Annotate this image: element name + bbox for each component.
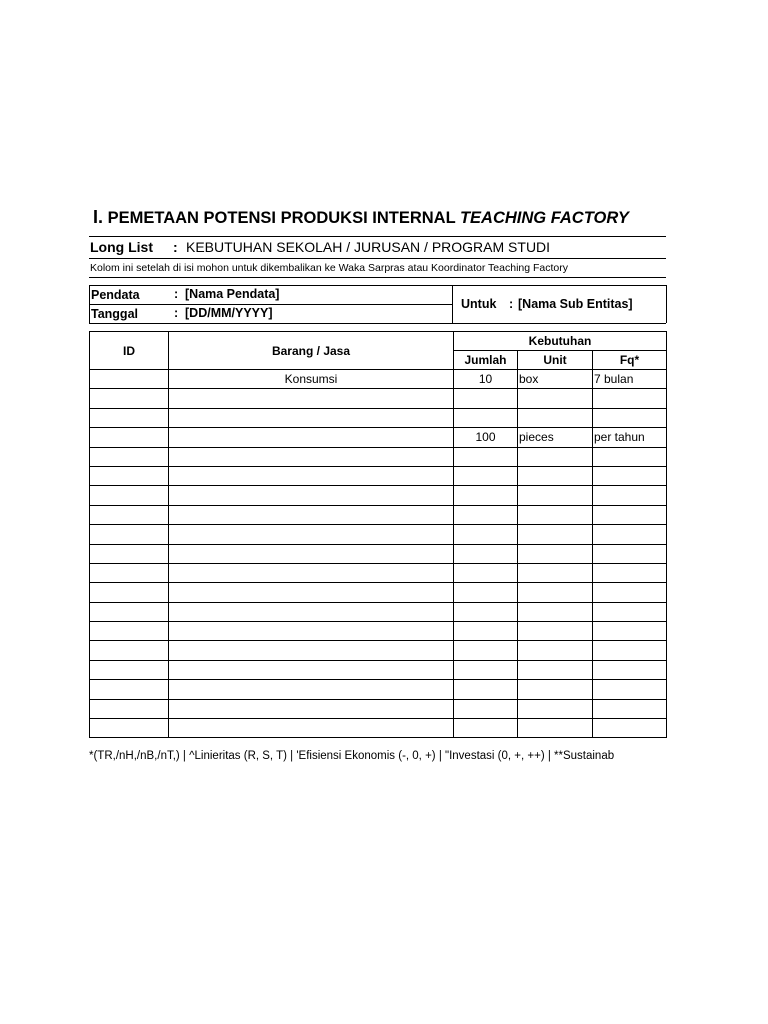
untuk-colon: : xyxy=(509,297,514,311)
cell-id[interactable] xyxy=(90,583,169,602)
title-main: PEMETAAN POTENSI PRODUKSI INTERNAL xyxy=(107,209,456,227)
table-body xyxy=(90,370,667,738)
cell-jumlah[interactable] xyxy=(454,408,518,427)
cell-unit[interactable] xyxy=(518,408,593,427)
cell-barang[interactable] xyxy=(169,544,454,563)
header-kebutuhan: Kebutuhan xyxy=(454,332,667,351)
cell-id[interactable] xyxy=(90,622,169,641)
cell-id[interactable] xyxy=(90,699,169,718)
cell-fq[interactable] xyxy=(593,544,667,563)
cell-jumlah[interactable] xyxy=(454,466,518,485)
instruction-text: Kolom ini setelah di isi mohon untuk dikembalikan ke Waka Sarpras atau Koordinator Teaching Factory xyxy=(90,262,569,274)
cell-unit[interactable] xyxy=(518,486,593,505)
cell-jumlah[interactable] xyxy=(454,563,518,582)
cell-id[interactable] xyxy=(90,544,169,563)
cell-barang[interactable] xyxy=(169,525,454,544)
cell-barang[interactable] xyxy=(169,680,454,699)
cell-id[interactable] xyxy=(90,641,169,660)
cell-id[interactable] xyxy=(90,563,169,582)
cell-jumlah[interactable] xyxy=(454,525,518,544)
table-row xyxy=(90,602,667,621)
cell-jumlah[interactable] xyxy=(454,699,518,718)
cell-id[interactable] xyxy=(90,389,169,408)
cell-jumlah[interactable] xyxy=(454,680,518,699)
title-number: I. xyxy=(93,207,104,227)
table-row xyxy=(90,389,667,408)
cell-unit[interactable] xyxy=(518,466,593,485)
cell-fq[interactable] xyxy=(593,466,667,485)
table-row xyxy=(90,660,667,679)
cell-unit[interactable]: box xyxy=(518,370,593,389)
cell-unit[interactable] xyxy=(518,583,593,602)
cell-barang[interactable] xyxy=(169,466,454,485)
cell-id[interactable] xyxy=(90,408,169,427)
table-row xyxy=(90,408,667,427)
cell-id[interactable] xyxy=(90,719,169,738)
cell-barang[interactable]: Konsumsi xyxy=(169,370,454,389)
cell-jumlah[interactable] xyxy=(454,505,518,524)
cell-unit[interactable] xyxy=(518,660,593,679)
cell-jumlah[interactable] xyxy=(454,583,518,602)
table-row xyxy=(90,699,667,718)
cell-fq[interactable] xyxy=(593,641,667,660)
cell-unit[interactable] xyxy=(518,602,593,621)
tanggal-colon: : xyxy=(174,306,179,320)
form-right-border xyxy=(666,285,667,323)
table-row xyxy=(90,583,667,602)
cell-id[interactable] xyxy=(90,447,169,466)
untuk-label: Untuk xyxy=(461,297,497,311)
cell-id[interactable] xyxy=(90,486,169,505)
long-list-label: Long List xyxy=(90,239,153,255)
cell-unit[interactable] xyxy=(518,622,593,641)
cell-barang[interactable] xyxy=(169,389,454,408)
cell-unit[interactable]: pieces xyxy=(518,428,593,447)
instruction-rule xyxy=(89,277,666,278)
table-row xyxy=(90,370,667,389)
form-divider xyxy=(452,285,453,323)
cell-barang[interactable] xyxy=(169,641,454,660)
page-title xyxy=(93,207,629,228)
cell-fq[interactable] xyxy=(593,680,667,699)
long-list-colon: : xyxy=(173,239,178,255)
cell-id[interactable] xyxy=(90,505,169,524)
cell-jumlah[interactable] xyxy=(454,602,518,621)
cell-id[interactable] xyxy=(90,525,169,544)
cell-unit[interactable] xyxy=(518,699,593,718)
cell-jumlah[interactable] xyxy=(454,486,518,505)
cell-fq[interactable] xyxy=(593,602,667,621)
header-id: ID xyxy=(90,332,169,370)
cell-jumlah[interactable]: 100 xyxy=(454,428,518,447)
table-row xyxy=(90,622,667,641)
cell-unit[interactable] xyxy=(518,563,593,582)
table-row xyxy=(90,505,667,524)
form-bottom-border xyxy=(89,323,666,324)
table-row xyxy=(90,486,667,505)
cell-barang[interactable] xyxy=(169,408,454,427)
table-row xyxy=(90,641,667,660)
cell-barang[interactable] xyxy=(169,486,454,505)
cell-jumlah[interactable] xyxy=(454,447,518,466)
header-fq: Fq* xyxy=(593,351,667,370)
table-row xyxy=(90,428,667,447)
pendata-value[interactable]: [Nama Pendata] xyxy=(185,287,280,301)
cell-unit[interactable] xyxy=(518,447,593,466)
cell-barang[interactable] xyxy=(169,583,454,602)
cell-fq[interactable] xyxy=(593,583,667,602)
form-left-border xyxy=(89,285,90,323)
cell-unit[interactable] xyxy=(518,505,593,524)
table-row xyxy=(90,719,667,738)
cell-barang[interactable] xyxy=(169,447,454,466)
cell-barang[interactable] xyxy=(169,622,454,641)
cell-unit[interactable] xyxy=(518,389,593,408)
cell-id[interactable] xyxy=(90,680,169,699)
cell-barang[interactable] xyxy=(169,428,454,447)
table-row xyxy=(90,680,667,699)
pendata-colon: : xyxy=(174,287,179,301)
header-unit: Unit xyxy=(518,351,593,370)
cell-id[interactable] xyxy=(90,428,169,447)
pendata-label: Pendata xyxy=(91,288,140,302)
cell-fq[interactable] xyxy=(593,389,667,408)
cell-fq[interactable] xyxy=(593,719,667,738)
form-mid-border xyxy=(89,304,452,305)
cell-id[interactable] xyxy=(90,660,169,679)
cell-fq[interactable]: 7 bulan xyxy=(593,370,667,389)
cell-barang[interactable] xyxy=(169,699,454,718)
cell-unit[interactable] xyxy=(518,719,593,738)
top-rule xyxy=(89,236,666,237)
form-top-border xyxy=(89,285,666,286)
cell-fq[interactable] xyxy=(593,447,667,466)
table-row xyxy=(90,563,667,582)
cell-fq[interactable] xyxy=(593,408,667,427)
table-row xyxy=(90,466,667,485)
untuk-value[interactable]: [Nama Sub Entitas] xyxy=(518,297,633,311)
cell-jumlah[interactable] xyxy=(454,641,518,660)
cell-unit[interactable] xyxy=(518,544,593,563)
cell-barang[interactable] xyxy=(169,563,454,582)
cell-barang[interactable] xyxy=(169,505,454,524)
header-barang: Barang / Jasa xyxy=(169,332,454,370)
cell-fq[interactable]: per tahun xyxy=(593,428,667,447)
long-list-value: KEBUTUHAN SEKOLAH / JURUSAN / PROGRAM STUDI xyxy=(186,239,551,255)
title-italic: TEACHING FACTORY xyxy=(459,209,629,227)
cell-barang[interactable] xyxy=(169,660,454,679)
cell-id[interactable] xyxy=(90,466,169,485)
cell-unit[interactable] xyxy=(518,680,593,699)
kebutuhan-table xyxy=(89,331,667,738)
tanggal-label: Tanggal xyxy=(91,307,138,321)
cell-fq[interactable] xyxy=(593,505,667,524)
cell-fq[interactable] xyxy=(593,563,667,582)
cell-jumlah[interactable] xyxy=(454,660,518,679)
cell-fq[interactable] xyxy=(593,660,667,679)
table-row xyxy=(90,447,667,466)
cell-jumlah[interactable]: 10 xyxy=(454,370,518,389)
cell-jumlah[interactable] xyxy=(454,622,518,641)
table-row xyxy=(90,525,667,544)
table-row xyxy=(90,544,667,563)
cell-id[interactable] xyxy=(90,370,169,389)
footnote: *(TR,/nH,/nB,/nT,) | ^Linieritas (R, S, T) | 'Efisiensi Ekonomis (-, 0, +) | "Investasi (0, +, ++) | **Sustainab xyxy=(89,750,615,762)
cell-jumlah[interactable] xyxy=(454,719,518,738)
cell-jumlah[interactable] xyxy=(454,389,518,408)
cell-unit[interactable] xyxy=(518,641,593,660)
cell-fq[interactable] xyxy=(593,699,667,718)
tanggal-value[interactable]: [DD/MM/YYYY] xyxy=(185,306,273,320)
cell-jumlah[interactable] xyxy=(454,544,518,563)
cell-barang[interactable] xyxy=(169,602,454,621)
cell-fq[interactable] xyxy=(593,525,667,544)
cell-id[interactable] xyxy=(90,602,169,621)
long-list-rule xyxy=(89,258,666,259)
cell-unit[interactable] xyxy=(518,525,593,544)
cell-barang[interactable] xyxy=(169,719,454,738)
cell-fq[interactable] xyxy=(593,622,667,641)
header-jumlah: Jumlah xyxy=(454,351,518,370)
cell-fq[interactable] xyxy=(593,486,667,505)
